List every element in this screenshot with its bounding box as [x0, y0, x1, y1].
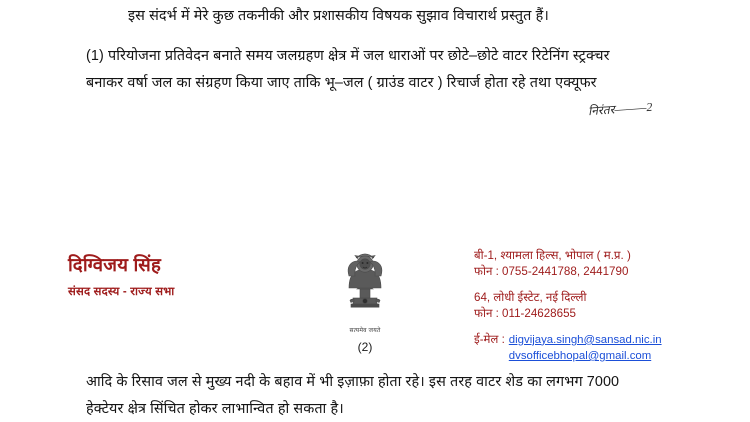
india-state-emblem-icon [331, 242, 399, 328]
sender-designation: संसद सदस्य - राज्य सभा [68, 286, 175, 298]
page-number: (2) [357, 340, 373, 354]
emblem-motto: सत्यमेव जयते [349, 328, 381, 334]
bottom-line-1: आदि के रिसाव जल से मुख्य नदी के बहाव में भी इज़ाफ़ा होता रहे। इस तरह वाटर शेड का लगभग 7000 [86, 374, 620, 390]
bottom-line-2: हेक्टेयर क्षेत्र सिंचित होकर लाभान्वित हो सकता है। [86, 401, 344, 417]
email-address-gmail[interactable]: dvsofficebhopal@gmail.com [508, 350, 652, 362]
continuation-note: निरंतर———2 [587, 99, 653, 119]
delhi-address-line: 64, लोधी ईस्टेट, नई दिल्ली [474, 290, 587, 304]
sender-identity [68, 252, 174, 299]
bhopal-phone-line: फोन : 0755-2441788, 2441790 [474, 265, 629, 279]
sender-name: दिग्विजय सिंह [68, 254, 162, 275]
letterhead-block [0, 240, 750, 370]
email-values [509, 332, 662, 364]
point-1-line-1: (1) परियोजना प्रतिवेदन बनाते समय जलग्रहण क्षेत्र में जल धाराओं पर छोटे–छोटे वाटर रिटेनिंग स्ट्रक्चर [86, 48, 610, 64]
contact-address-block [474, 248, 662, 364]
delhi-address [474, 290, 662, 323]
emblem-area [322, 242, 408, 354]
intro-sentence: इस संदर्भ में मेरे कुछ तकनीकी और प्रशासकीय विषयक सुझाव विचारार्थ प्रस्तुत हैं। [128, 8, 549, 24]
email-address-sansad[interactable]: digvijaya.singh@sansad.nic.in [508, 333, 662, 346]
bhopal-address [474, 248, 662, 281]
email-block [474, 332, 662, 364]
delhi-phone-line: फोन : 011-24628655 [474, 307, 576, 321]
email-label: ई-मेल : [474, 332, 505, 346]
point-1-line-2: बनाकर वर्षा जल का संग्रहण किया जाए ताकि भू–जल ( ग्राउंड वाटर ) रिचार्ज होता रहे तथा एक्यूफर [86, 75, 597, 91]
bhopal-address-line: बी-1, श्यामला हिल्स, भोपाल ( म.प्र. ) [474, 249, 631, 262]
